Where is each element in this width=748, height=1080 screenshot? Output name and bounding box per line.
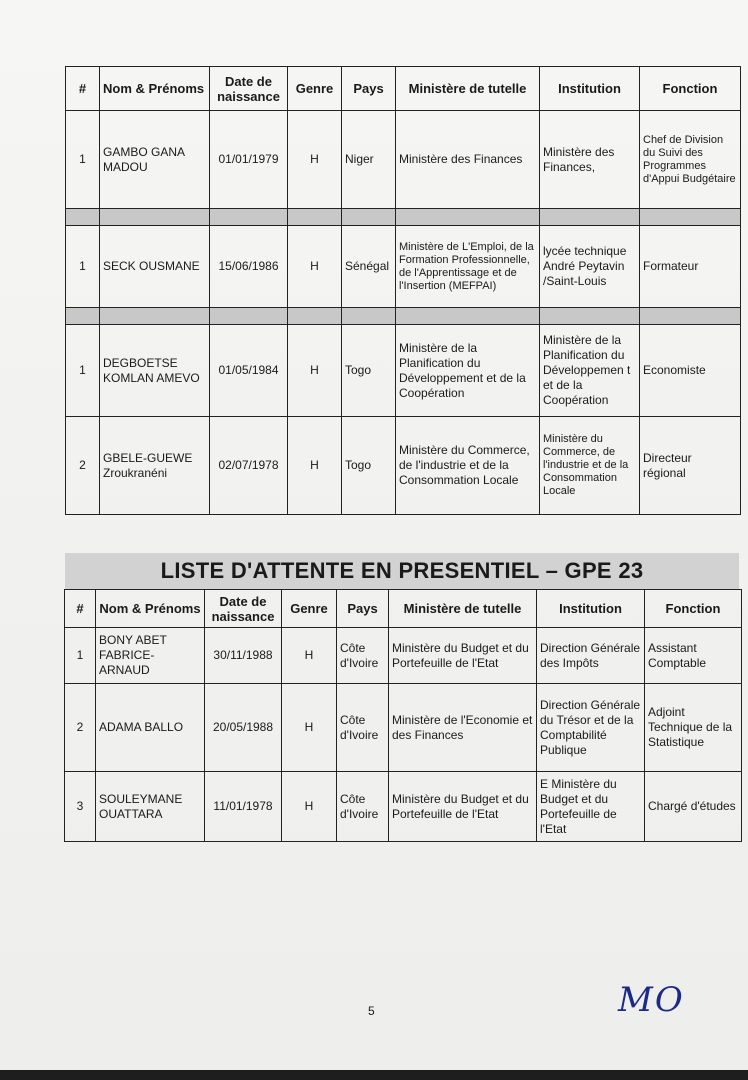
cell-ministere: Ministère du Budget et du Portefeuille de l'Etat	[389, 628, 537, 684]
cell-institution: lycée technique André Peytavin /Saint-Louis	[540, 226, 640, 308]
table-row	[66, 226, 741, 308]
cell-date: 20/05/1988	[205, 684, 282, 772]
cell-genre: H	[288, 417, 342, 515]
cell-genre: H	[282, 628, 337, 684]
cell-nom: SOULEYMANE OUATTARA	[96, 772, 205, 842]
cell-date: 02/07/1978	[210, 417, 288, 515]
table-row	[66, 325, 741, 417]
table-header-row	[66, 67, 741, 111]
separator-row	[66, 209, 741, 226]
cell-fonction: Chef de Division du Suivi des Programmes d'Appui Budgétaire	[640, 111, 741, 209]
table-header-row	[65, 590, 742, 628]
cell-num: 2	[65, 684, 96, 772]
cell-ministere: Ministère de L'Emploi, de la Formation Professionnelle, de l'Apprentissage et de l'Insertion (MEFPAI)	[396, 226, 540, 308]
cell-pays: Togo	[342, 325, 396, 417]
separator-row	[66, 308, 741, 325]
cell-date: 30/11/1988	[205, 628, 282, 684]
header-date: Date de naissance	[205, 590, 282, 628]
cell-genre: H	[282, 772, 337, 842]
cell-nom: GBELE-GUEWE Zroukranéni	[100, 417, 210, 515]
participants-table	[65, 66, 741, 515]
cell-institution: Ministère du Commerce, de l'industrie et de la Consommation Locale	[540, 417, 640, 515]
table-row	[65, 628, 742, 684]
cell-institution: E Ministère du Budget et du Portefeuille de l'Etat	[537, 772, 645, 842]
cell-institution: Ministère des Finances,	[540, 111, 640, 209]
table-row	[66, 417, 741, 515]
cell-ministere: Ministère du Budget et du Portefeuille de l'Etat	[389, 772, 537, 842]
cell-num: 1	[65, 628, 96, 684]
cell-pays: Côte d'Ivoire	[337, 628, 389, 684]
cell-pays: Sénégal	[342, 226, 396, 308]
header-date: Date de naissance	[210, 67, 288, 111]
cell-date: 11/01/1978	[205, 772, 282, 842]
header-ministere: Ministère de tutelle	[396, 67, 540, 111]
header-institution: Institution	[540, 67, 640, 111]
cell-fonction: Directeur régional	[640, 417, 741, 515]
header-pays: Pays	[342, 67, 396, 111]
table-row	[65, 772, 742, 842]
cell-num: 1	[66, 226, 100, 308]
cell-genre: H	[282, 684, 337, 772]
cell-num: 2	[66, 417, 100, 515]
table-row	[65, 684, 742, 772]
bottom-edge-bar	[0, 1070, 748, 1080]
cell-ministere: Ministère du Commerce, de l'industrie et de la Consommation Locale	[396, 417, 540, 515]
cell-fonction: Formateur	[640, 226, 741, 308]
cell-date: 15/06/1986	[210, 226, 288, 308]
cell-fonction: Adjoint Technique de la Statistique	[645, 684, 742, 772]
cell-num: 1	[66, 325, 100, 417]
cell-pays: Niger	[342, 111, 396, 209]
cell-date: 01/01/1979	[210, 111, 288, 209]
header-fonction: Fonction	[645, 590, 742, 628]
header-pays: Pays	[337, 590, 389, 628]
cell-nom: SECK OUSMANE	[100, 226, 210, 308]
cell-num: 3	[65, 772, 96, 842]
cell-ministere: Ministère de la Planification du Développement et de la Coopération	[396, 325, 540, 417]
cell-nom: BONY ABET FABRICE-ARNAUD	[96, 628, 205, 684]
handwritten-initials: MO	[618, 980, 685, 1020]
cell-date: 01/05/1984	[210, 325, 288, 417]
header-num: #	[66, 67, 100, 111]
header-nom: Nom & Prénoms	[96, 590, 205, 628]
cell-genre: H	[288, 111, 342, 209]
header-genre: Genre	[288, 67, 342, 111]
cell-institution: Ministère de la Planification du Développemen t et de la Coopération	[540, 325, 640, 417]
cell-pays: Togo	[342, 417, 396, 515]
header-institution: Institution	[537, 590, 645, 628]
cell-genre: H	[288, 226, 342, 308]
header-fonction: Fonction	[640, 67, 741, 111]
waiting-list-title: LISTE D'ATTENTE EN PRESENTIEL – GPE 23	[65, 553, 739, 589]
cell-nom: GAMBO GANA MADOU	[100, 111, 210, 209]
cell-institution: Direction Générale du Trésor et de la Comptabilité Publique	[537, 684, 645, 772]
cell-num: 1	[66, 111, 100, 209]
cell-ministere: Ministère de l'Economie et des Finances	[389, 684, 537, 772]
cell-fonction: Chargé d'études	[645, 772, 742, 842]
header-genre: Genre	[282, 590, 337, 628]
table-row	[66, 111, 741, 209]
cell-fonction: Economiste	[640, 325, 741, 417]
header-ministere: Ministère de tutelle	[389, 590, 537, 628]
header-nom: Nom & Prénoms	[100, 67, 210, 111]
cell-pays: Côte d'Ivoire	[337, 684, 389, 772]
cell-pays: Côte d'Ivoire	[337, 772, 389, 842]
cell-ministere: Ministère des Finances	[396, 111, 540, 209]
cell-nom: ADAMA BALLO	[96, 684, 205, 772]
cell-nom: DEGBOETSE KOMLAN AMEVO	[100, 325, 210, 417]
cell-institution: Direction Générale des Impôts	[537, 628, 645, 684]
header-num: #	[65, 590, 96, 628]
page-number: 5	[368, 1004, 375, 1018]
waiting-list-table	[64, 589, 742, 842]
cell-fonction: Assistant Comptable	[645, 628, 742, 684]
cell-genre: H	[288, 325, 342, 417]
